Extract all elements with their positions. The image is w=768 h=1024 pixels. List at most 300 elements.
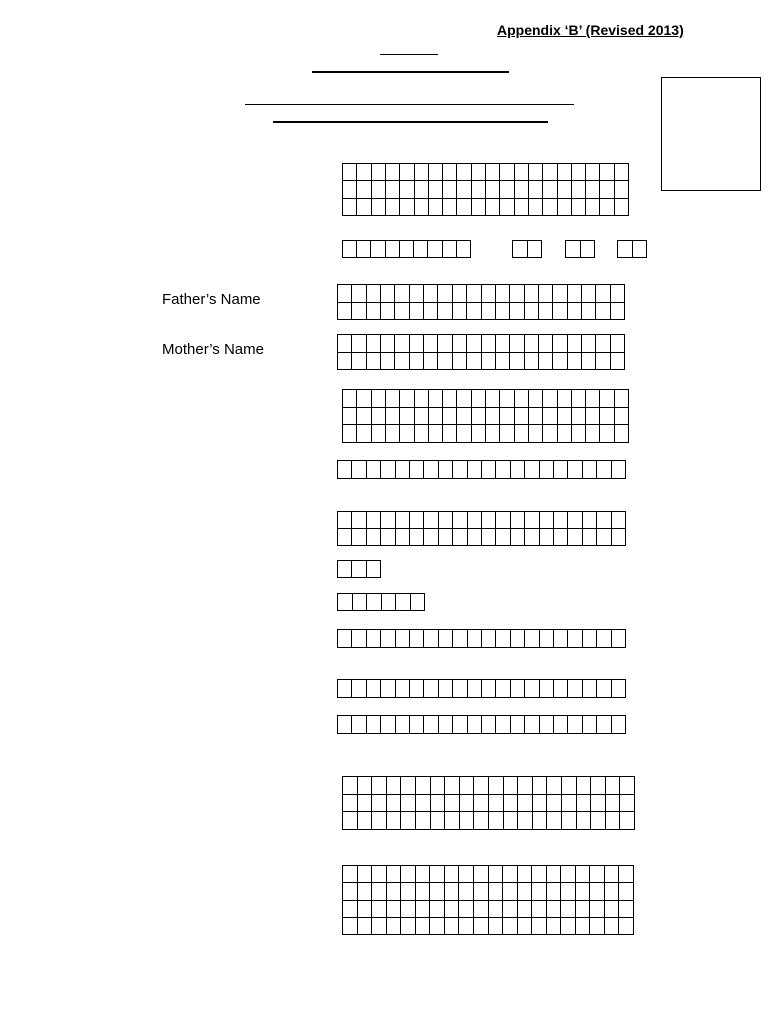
- char-box[interactable]: [568, 630, 582, 648]
- char-box[interactable]: [468, 461, 482, 479]
- char-box[interactable]: [352, 561, 366, 578]
- char-box[interactable]: [410, 335, 424, 353]
- char-box[interactable]: [619, 901, 634, 918]
- char-box[interactable]: [424, 512, 438, 529]
- char-box[interactable]: [583, 716, 597, 734]
- char-box[interactable]: [457, 241, 471, 258]
- char-box[interactable]: [581, 241, 596, 258]
- char-box[interactable]: [400, 408, 414, 426]
- char-box[interactable]: [343, 390, 357, 408]
- char-box[interactable]: [343, 901, 358, 918]
- char-box[interactable]: [525, 512, 539, 529]
- char-box[interactable]: [453, 529, 467, 546]
- char-box[interactable]: [459, 866, 474, 883]
- char-box[interactable]: [338, 303, 352, 321]
- char-box[interactable]: [357, 199, 371, 216]
- char-box[interactable]: [568, 461, 582, 479]
- char-box[interactable]: [515, 199, 529, 216]
- char-box[interactable]: [414, 241, 428, 258]
- char-box[interactable]: [572, 164, 586, 181]
- char-box[interactable]: [482, 680, 496, 698]
- char-box[interactable]: [486, 425, 500, 443]
- char-box[interactable]: [510, 353, 524, 371]
- char-box[interactable]: [543, 390, 557, 408]
- char-box[interactable]: [410, 353, 424, 371]
- char-box[interactable]: [357, 241, 371, 258]
- char-box[interactable]: [416, 777, 431, 795]
- char-box[interactable]: [457, 164, 471, 181]
- char-box[interactable]: [428, 241, 442, 258]
- char-box[interactable]: [615, 390, 629, 408]
- char-box[interactable]: [443, 181, 457, 198]
- char-box[interactable]: [415, 181, 429, 198]
- char-box[interactable]: [372, 777, 387, 795]
- char-box[interactable]: [511, 512, 525, 529]
- char-box[interactable]: [533, 812, 548, 830]
- char-box[interactable]: [472, 425, 486, 443]
- char-box[interactable]: [416, 795, 431, 813]
- box-grid-13[interactable]: [342, 776, 635, 830]
- char-box[interactable]: [453, 303, 467, 321]
- char-box[interactable]: [352, 512, 366, 529]
- char-box[interactable]: [386, 241, 400, 258]
- char-box[interactable]: [586, 425, 600, 443]
- char-box[interactable]: [540, 512, 554, 529]
- char-box[interactable]: [474, 777, 489, 795]
- char-box[interactable]: [553, 285, 567, 303]
- char-box[interactable]: [615, 181, 629, 198]
- char-box[interactable]: [554, 529, 568, 546]
- char-box[interactable]: [457, 181, 471, 198]
- char-box[interactable]: [482, 303, 496, 321]
- char-box[interactable]: [387, 901, 402, 918]
- char-box[interactable]: [525, 716, 539, 734]
- char-box[interactable]: [590, 901, 605, 918]
- char-box[interactable]: [400, 241, 414, 258]
- char-box[interactable]: [453, 335, 467, 353]
- char-box[interactable]: [386, 199, 400, 216]
- char-box[interactable]: [615, 425, 629, 443]
- char-box[interactable]: [431, 777, 446, 795]
- char-box[interactable]: [386, 425, 400, 443]
- char-box[interactable]: [515, 390, 529, 408]
- char-box[interactable]: [358, 866, 373, 883]
- char-box[interactable]: [338, 353, 352, 371]
- char-box[interactable]: [597, 529, 611, 546]
- char-box[interactable]: [496, 630, 510, 648]
- char-box[interactable]: [532, 918, 547, 935]
- char-box[interactable]: [620, 777, 635, 795]
- char-box[interactable]: [459, 918, 474, 935]
- char-box[interactable]: [372, 901, 387, 918]
- char-box[interactable]: [554, 630, 568, 648]
- char-box[interactable]: [445, 883, 460, 900]
- char-box[interactable]: [525, 680, 539, 698]
- char-box[interactable]: [367, 512, 381, 529]
- char-box[interactable]: [396, 512, 410, 529]
- char-box[interactable]: [439, 512, 453, 529]
- char-box[interactable]: [343, 181, 357, 198]
- char-box[interactable]: [633, 241, 648, 258]
- char-box[interactable]: [553, 335, 567, 353]
- char-box[interactable]: [504, 812, 519, 830]
- char-box[interactable]: [586, 390, 600, 408]
- char-box[interactable]: [424, 335, 438, 353]
- char-box[interactable]: [547, 901, 562, 918]
- char-box[interactable]: [606, 777, 621, 795]
- char-box[interactable]: [430, 866, 445, 883]
- char-box[interactable]: [576, 866, 591, 883]
- char-box[interactable]: [410, 461, 424, 479]
- char-box[interactable]: [547, 918, 562, 935]
- char-box[interactable]: [482, 529, 496, 546]
- char-box[interactable]: [496, 680, 510, 698]
- char-box[interactable]: [612, 529, 626, 546]
- char-box[interactable]: [460, 812, 475, 830]
- char-box[interactable]: [474, 918, 489, 935]
- char-box[interactable]: [612, 716, 626, 734]
- char-box[interactable]: [372, 199, 386, 216]
- char-box[interactable]: [561, 918, 576, 935]
- char-box[interactable]: [482, 630, 496, 648]
- char-box[interactable]: [415, 390, 429, 408]
- char-box[interactable]: [415, 164, 429, 181]
- char-box[interactable]: [553, 303, 567, 321]
- char-box[interactable]: [381, 461, 395, 479]
- char-box[interactable]: [358, 883, 373, 900]
- char-box[interactable]: [457, 390, 471, 408]
- char-box[interactable]: [568, 335, 582, 353]
- char-box[interactable]: [453, 512, 467, 529]
- char-box[interactable]: [515, 181, 529, 198]
- char-box[interactable]: [504, 777, 519, 795]
- char-box[interactable]: [500, 390, 514, 408]
- char-box[interactable]: [515, 164, 529, 181]
- char-box[interactable]: [482, 716, 496, 734]
- char-box[interactable]: [396, 680, 410, 698]
- char-box[interactable]: [352, 461, 366, 479]
- char-box[interactable]: [554, 512, 568, 529]
- char-box[interactable]: [445, 866, 460, 883]
- char-box[interactable]: [338, 716, 352, 734]
- char-box[interactable]: [371, 241, 385, 258]
- char-box[interactable]: [572, 199, 586, 216]
- char-box[interactable]: [343, 795, 358, 813]
- char-box[interactable]: [620, 795, 635, 813]
- char-box[interactable]: [532, 866, 547, 883]
- box-grid-2a[interactable]: [342, 240, 471, 258]
- char-box[interactable]: [533, 777, 548, 795]
- char-box[interactable]: [431, 795, 446, 813]
- char-box[interactable]: [453, 630, 467, 648]
- char-box[interactable]: [540, 716, 554, 734]
- char-box[interactable]: [400, 425, 414, 443]
- char-box[interactable]: [518, 918, 533, 935]
- char-box[interactable]: [547, 777, 562, 795]
- char-box[interactable]: [381, 303, 395, 321]
- char-box[interactable]: [429, 408, 443, 426]
- char-box[interactable]: [518, 795, 533, 813]
- char-box[interactable]: [577, 812, 592, 830]
- char-box[interactable]: [540, 461, 554, 479]
- char-box[interactable]: [410, 303, 424, 321]
- char-box[interactable]: [525, 630, 539, 648]
- char-box[interactable]: [410, 630, 424, 648]
- char-box[interactable]: [543, 408, 557, 426]
- char-box[interactable]: [401, 777, 416, 795]
- box-grid-6[interactable]: [337, 460, 626, 479]
- char-box[interactable]: [605, 918, 620, 935]
- char-box[interactable]: [445, 901, 460, 918]
- char-box[interactable]: [489, 777, 504, 795]
- char-box[interactable]: [489, 918, 504, 935]
- char-box[interactable]: [431, 812, 446, 830]
- char-box[interactable]: [352, 716, 366, 734]
- char-box[interactable]: [468, 680, 482, 698]
- box-grid-10[interactable]: [337, 629, 626, 648]
- char-box[interactable]: [445, 812, 460, 830]
- char-box[interactable]: [543, 181, 557, 198]
- char-box[interactable]: [529, 181, 543, 198]
- char-box[interactable]: [460, 777, 475, 795]
- char-box[interactable]: [343, 777, 358, 795]
- char-box[interactable]: [343, 199, 357, 216]
- char-box[interactable]: [410, 529, 424, 546]
- char-box[interactable]: [489, 866, 504, 883]
- char-box[interactable]: [611, 335, 625, 353]
- char-box[interactable]: [401, 812, 416, 830]
- char-box[interactable]: [611, 353, 625, 371]
- char-box[interactable]: [606, 795, 621, 813]
- char-box[interactable]: [496, 303, 510, 321]
- char-box[interactable]: [553, 353, 567, 371]
- char-box[interactable]: [582, 335, 596, 353]
- char-box[interactable]: [597, 461, 611, 479]
- char-box[interactable]: [424, 716, 438, 734]
- char-box[interactable]: [590, 918, 605, 935]
- char-box[interactable]: [600, 181, 614, 198]
- char-box[interactable]: [358, 777, 373, 795]
- char-box[interactable]: [472, 408, 486, 426]
- char-box[interactable]: [525, 335, 539, 353]
- char-box[interactable]: [619, 918, 634, 935]
- char-box[interactable]: [372, 866, 387, 883]
- char-box[interactable]: [381, 353, 395, 371]
- char-box[interactable]: [443, 408, 457, 426]
- char-box[interactable]: [496, 529, 510, 546]
- char-box[interactable]: [429, 181, 443, 198]
- char-box[interactable]: [525, 303, 539, 321]
- char-box[interactable]: [357, 164, 371, 181]
- char-box[interactable]: [510, 303, 524, 321]
- char-box[interactable]: [400, 181, 414, 198]
- char-box[interactable]: [572, 181, 586, 198]
- char-box[interactable]: [618, 241, 633, 258]
- char-box[interactable]: [367, 561, 381, 578]
- char-box[interactable]: [596, 303, 610, 321]
- char-box[interactable]: [615, 164, 629, 181]
- char-box[interactable]: [474, 812, 489, 830]
- char-box[interactable]: [513, 241, 528, 258]
- char-box[interactable]: [372, 795, 387, 813]
- char-box[interactable]: [352, 353, 366, 371]
- char-box[interactable]: [410, 680, 424, 698]
- char-box[interactable]: [532, 901, 547, 918]
- char-box[interactable]: [529, 408, 543, 426]
- char-box[interactable]: [352, 285, 366, 303]
- char-box[interactable]: [597, 716, 611, 734]
- char-box[interactable]: [343, 408, 357, 426]
- char-box[interactable]: [457, 199, 471, 216]
- char-box[interactable]: [582, 353, 596, 371]
- char-box[interactable]: [443, 425, 457, 443]
- char-box[interactable]: [582, 303, 596, 321]
- char-box[interactable]: [489, 901, 504, 918]
- char-box[interactable]: [381, 680, 395, 698]
- char-box[interactable]: [472, 390, 486, 408]
- char-box[interactable]: [400, 164, 414, 181]
- char-box[interactable]: [496, 285, 510, 303]
- char-box[interactable]: [561, 901, 576, 918]
- char-box[interactable]: [430, 918, 445, 935]
- char-box[interactable]: [543, 164, 557, 181]
- char-box[interactable]: [343, 866, 358, 883]
- char-box[interactable]: [439, 716, 453, 734]
- char-box[interactable]: [511, 716, 525, 734]
- char-box[interactable]: [615, 408, 629, 426]
- char-box[interactable]: [612, 680, 626, 698]
- char-box[interactable]: [396, 529, 410, 546]
- char-box[interactable]: [343, 425, 357, 443]
- char-box[interactable]: [583, 512, 597, 529]
- char-box[interactable]: [387, 918, 402, 935]
- char-box[interactable]: [486, 408, 500, 426]
- char-box[interactable]: [503, 901, 518, 918]
- char-box[interactable]: [357, 425, 371, 443]
- char-box[interactable]: [429, 425, 443, 443]
- box-grid-11[interactable]: [337, 679, 626, 698]
- char-box[interactable]: [539, 353, 553, 371]
- char-box[interactable]: [358, 901, 373, 918]
- char-box[interactable]: [583, 680, 597, 698]
- char-box[interactable]: [338, 630, 352, 648]
- char-box[interactable]: [372, 164, 386, 181]
- char-box[interactable]: [438, 285, 452, 303]
- char-box[interactable]: [500, 199, 514, 216]
- char-box[interactable]: [540, 630, 554, 648]
- char-box[interactable]: [496, 353, 510, 371]
- char-box[interactable]: [401, 866, 416, 883]
- char-box[interactable]: [539, 303, 553, 321]
- char-box[interactable]: [395, 335, 409, 353]
- char-box[interactable]: [528, 241, 543, 258]
- char-box[interactable]: [367, 716, 381, 734]
- char-box[interactable]: [525, 285, 539, 303]
- char-box[interactable]: [424, 285, 438, 303]
- char-box[interactable]: [467, 353, 481, 371]
- char-box[interactable]: [500, 181, 514, 198]
- char-box[interactable]: [583, 529, 597, 546]
- char-box[interactable]: [352, 630, 366, 648]
- char-box[interactable]: [472, 199, 486, 216]
- char-box[interactable]: [395, 303, 409, 321]
- char-box[interactable]: [439, 529, 453, 546]
- char-box[interactable]: [503, 866, 518, 883]
- char-box[interactable]: [600, 199, 614, 216]
- char-box[interactable]: [424, 303, 438, 321]
- char-box[interactable]: [503, 918, 518, 935]
- char-box[interactable]: [443, 390, 457, 408]
- char-box[interactable]: [611, 303, 625, 321]
- char-box[interactable]: [474, 795, 489, 813]
- char-box[interactable]: [372, 918, 387, 935]
- char-box[interactable]: [558, 390, 572, 408]
- char-box[interactable]: [504, 795, 519, 813]
- char-box[interactable]: [586, 181, 600, 198]
- char-box[interactable]: [410, 512, 424, 529]
- char-box[interactable]: [597, 680, 611, 698]
- char-box[interactable]: [438, 353, 452, 371]
- char-box[interactable]: [515, 425, 529, 443]
- char-box[interactable]: [547, 883, 562, 900]
- char-box[interactable]: [453, 285, 467, 303]
- char-box[interactable]: [510, 285, 524, 303]
- char-box[interactable]: [486, 164, 500, 181]
- char-box[interactable]: [453, 680, 467, 698]
- char-box[interactable]: [396, 630, 410, 648]
- char-box[interactable]: [411, 594, 426, 611]
- char-box[interactable]: [386, 390, 400, 408]
- char-box[interactable]: [562, 777, 577, 795]
- char-box[interactable]: [367, 594, 382, 611]
- char-box[interactable]: [358, 918, 373, 935]
- char-box[interactable]: [401, 883, 416, 900]
- char-box[interactable]: [430, 883, 445, 900]
- char-box[interactable]: [400, 390, 414, 408]
- char-box[interactable]: [511, 461, 525, 479]
- char-box[interactable]: [482, 335, 496, 353]
- char-box[interactable]: [453, 461, 467, 479]
- box-grid-5[interactable]: [342, 389, 629, 443]
- char-box[interactable]: [554, 716, 568, 734]
- char-box[interactable]: [429, 390, 443, 408]
- char-box[interactable]: [586, 164, 600, 181]
- char-box[interactable]: [577, 795, 592, 813]
- char-box[interactable]: [489, 812, 504, 830]
- char-box[interactable]: [443, 164, 457, 181]
- char-box[interactable]: [353, 594, 368, 611]
- char-box[interactable]: [562, 795, 577, 813]
- char-box[interactable]: [558, 408, 572, 426]
- char-box[interactable]: [496, 512, 510, 529]
- char-box[interactable]: [338, 529, 352, 546]
- char-box[interactable]: [416, 918, 431, 935]
- char-box[interactable]: [547, 795, 562, 813]
- char-box[interactable]: [343, 883, 358, 900]
- char-box[interactable]: [395, 353, 409, 371]
- char-box[interactable]: [468, 512, 482, 529]
- char-box[interactable]: [525, 529, 539, 546]
- char-box[interactable]: [472, 181, 486, 198]
- char-box[interactable]: [486, 199, 500, 216]
- char-box[interactable]: [396, 594, 411, 611]
- char-box[interactable]: [596, 285, 610, 303]
- char-box[interactable]: [539, 335, 553, 353]
- char-box[interactable]: [338, 461, 352, 479]
- char-box[interactable]: [605, 883, 620, 900]
- char-box[interactable]: [597, 630, 611, 648]
- char-box[interactable]: [468, 716, 482, 734]
